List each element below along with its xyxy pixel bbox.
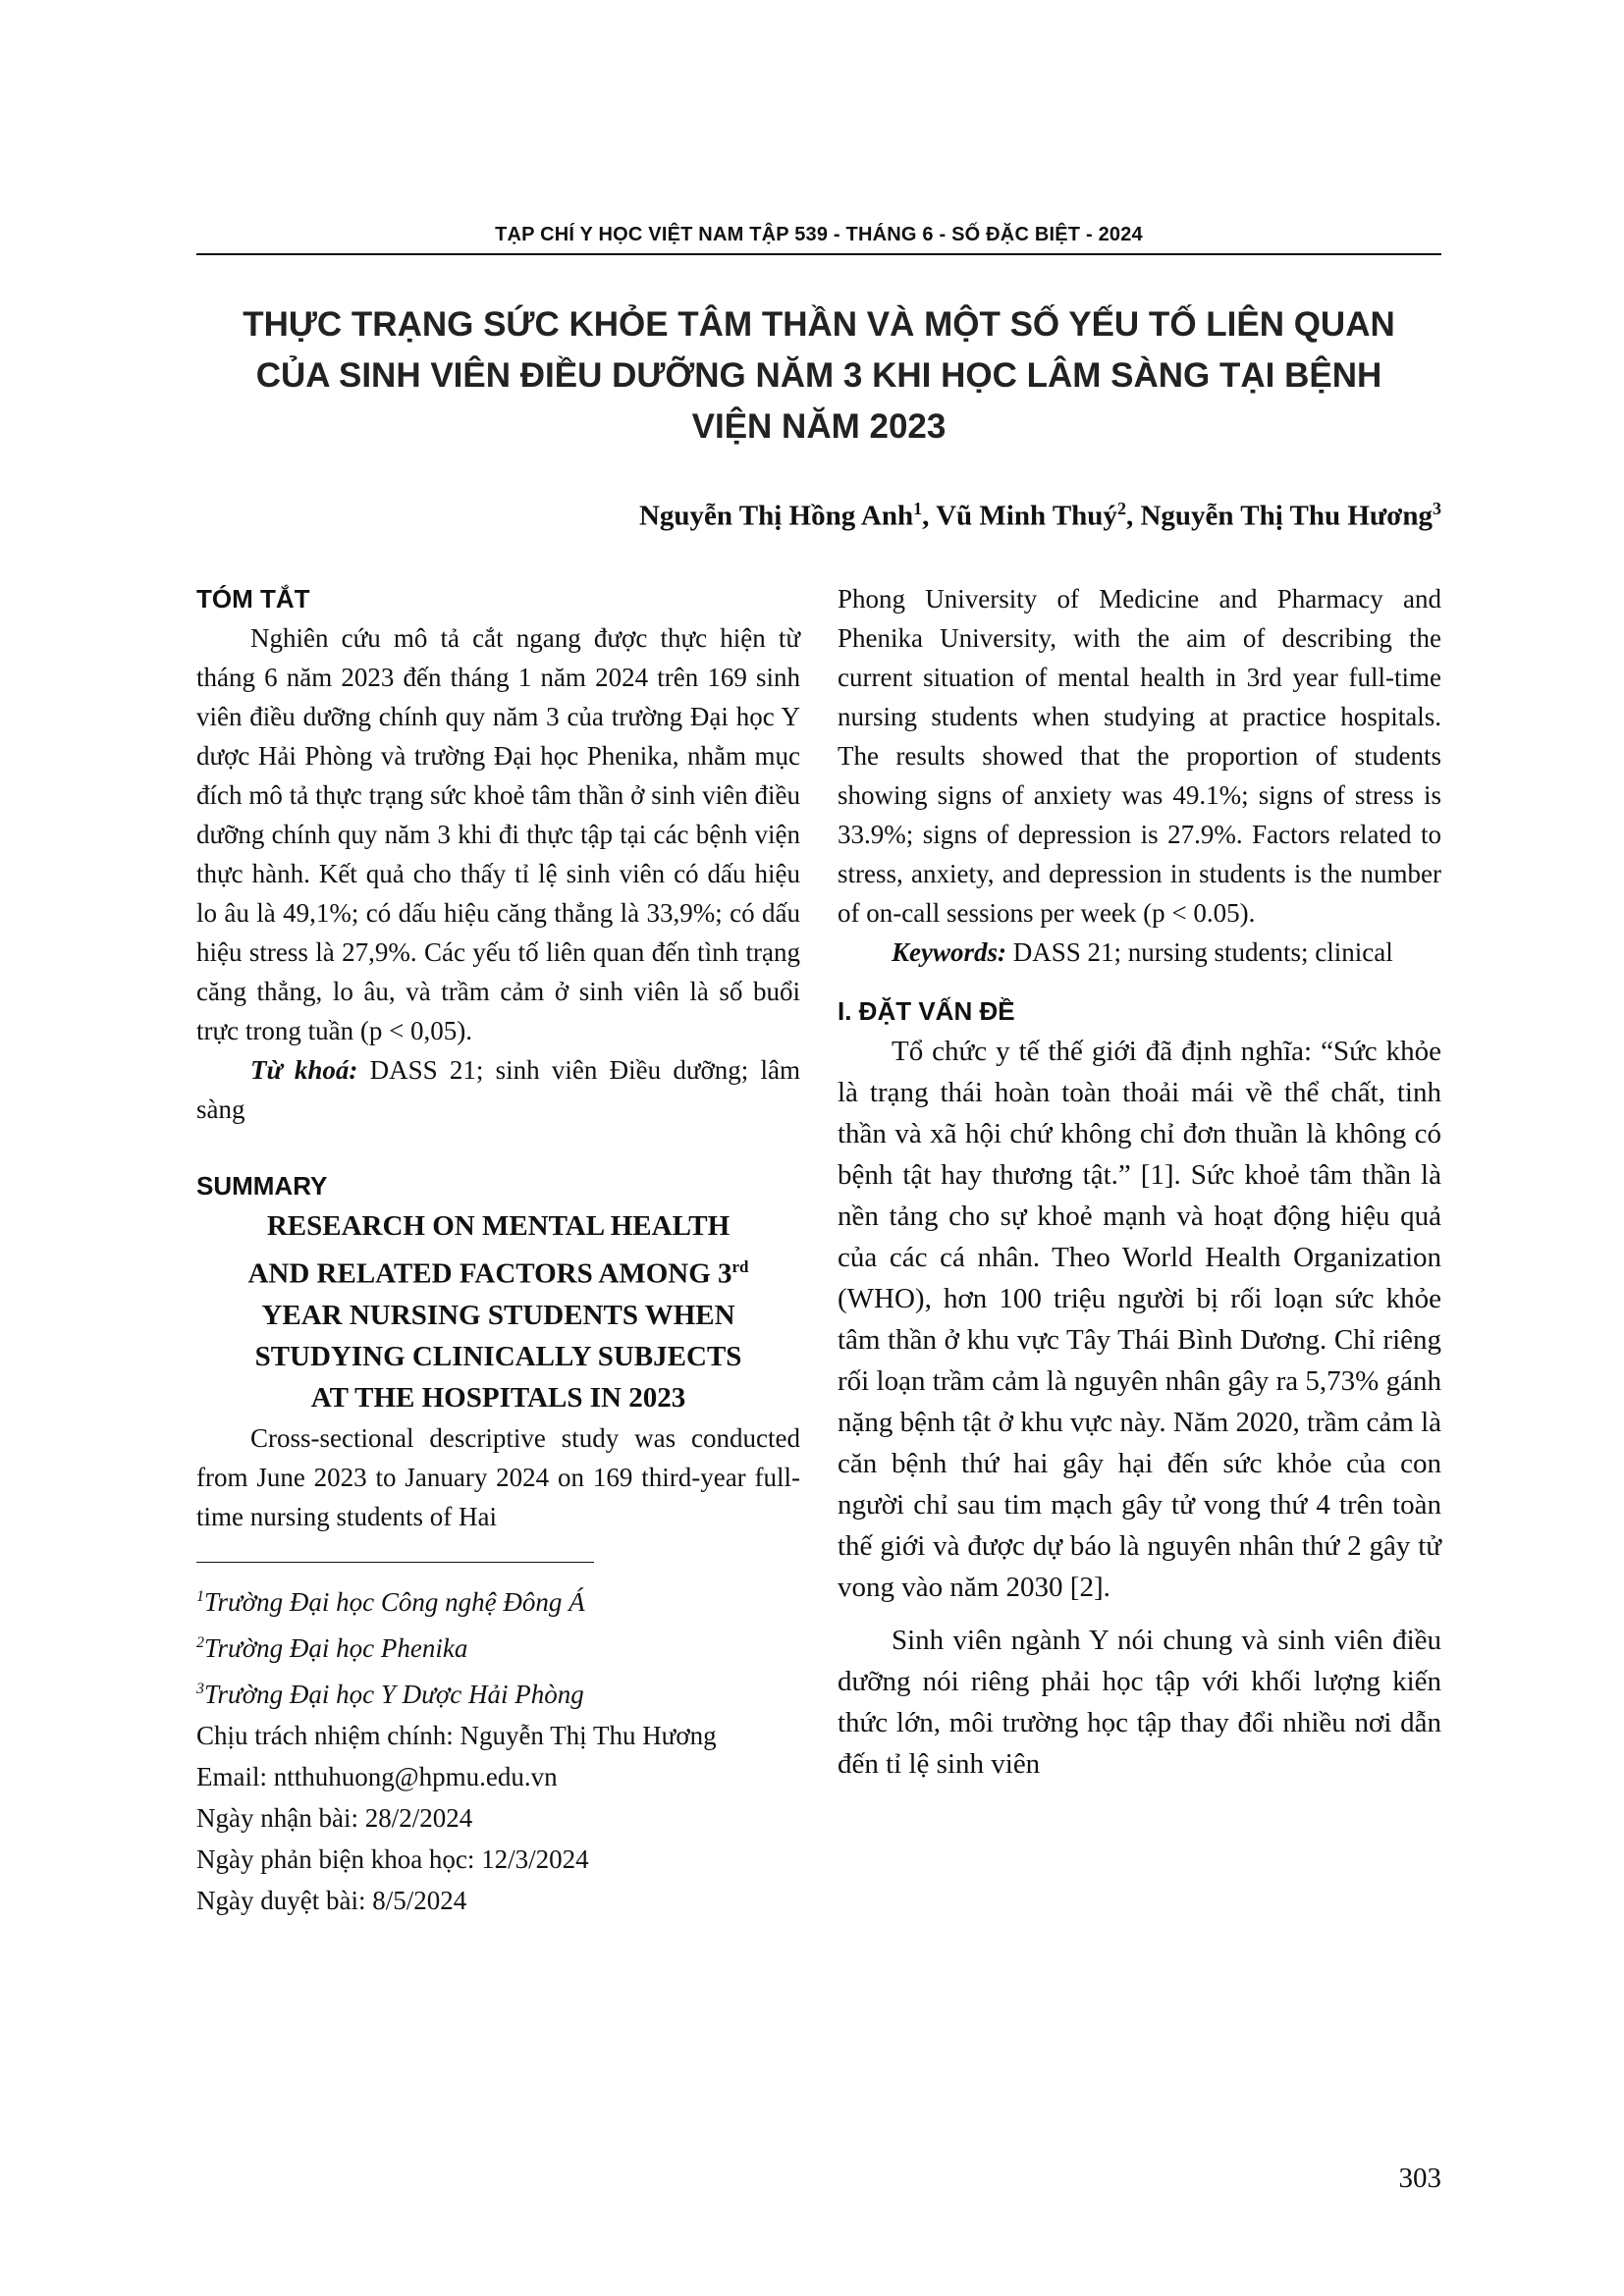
title-line: CỦA SINH VIÊN ĐIỀU DƯỠNG NĂM 3 KHI HỌC LÂM SÀNG TẠI BỆNH (255, 356, 1382, 395)
affiliation-footnote: $^2$Trường Đại học Phenika (196, 1633, 468, 1664)
summary-body-part1: Cross-sectional descriptive study was conducted from June 2023 to January 2024 on 169 third-year full-time nursing students of Hai (196, 1422, 800, 1531)
title-line: THỰC TRẠNG SỨC KHỎE TÂM THẦN VÀ MỘT SỐ YẾU TỐ LIÊN QUAN (243, 305, 1395, 344)
keywords-text: DASS 21; sinh viên Điều dưỡng; lâm sàng (196, 1055, 800, 1124)
page-number: 303 (1398, 2163, 1441, 2194)
abstract-vn-heading: TÓM TẮT (196, 584, 310, 614)
ordinal-suffix: rd (731, 1257, 749, 1276)
date-received: Ngày nhận bài: 28/2/2024 (196, 1803, 473, 1834)
left-column (196, 579, 800, 1921)
footnote-divider (196, 1562, 594, 1564)
author-affiliation-mark: 1 (913, 499, 923, 518)
summary-title-line: AT THE HOSPITALS IN 2023 (310, 1381, 686, 1414)
summary-title (196, 1205, 800, 1418)
keywords-text: DASS 21; nursing students; clinical (1006, 937, 1393, 967)
corresponding-email: Email: ntthuhuong@hpmu.edu.vn (196, 1762, 558, 1792)
section-1-paragraph: Sinh viên ngành Y nói chung và sinh viên điều dưỡng nói riêng phải học tập với khối lượng kiến thức lớn, môi trường học tập thay đổi nhiều nơi dẫn đến tỉ lệ sinh viên (838, 1625, 1441, 1780)
author-affiliation-mark: 3 (1433, 499, 1441, 518)
title-line: VIỆN NĂM 2023 (691, 407, 947, 446)
summary-title-line: AND RELATED FACTORS AMONG 3rd (247, 1257, 749, 1290)
author-affiliation-mark: 2 (1116, 499, 1126, 518)
author-name: Nguyễn Thị Hồng Anh (638, 500, 914, 532)
keywords-label: Từ khoá: (250, 1055, 358, 1085)
abstract-vn-body: Nghiên cứu mô tả cắt ngang được thực hiện từ tháng 6 năm 2023 đến tháng 1 năm 2024 trên 169 sinh viên điều dưỡng chính quy năm 3 của trường Đại học Y dược Hải Phòng và trường Đại học Phenika, nhằm mục đích mô tả thực trạng sức khoẻ tâm thần ở sinh viên điều dưỡng chính quy năm 3 khi đi thực tập tại các bệnh viện thực hành. Kết quả cho thấy tỉ lệ sinh viên có dấu hiệu lo âu là 49,1%; có dấu hiệu căng thẳng là 33,9%; có dấu hiệu stress là 27,9%. Các yếu tố liên quan đến tình trạng căng thẳng, lo âu, và trầm cảm ở sinh viên là số buổi trực trong tuần (p < 0,05). (196, 623, 800, 1045)
author-separator: , (922, 500, 937, 532)
date-reviewed: Ngày phản biện khoa học: 12/3/2024 (196, 1844, 589, 1875)
section-1-heading: I. ĐẶT VẤN ĐỀ (838, 996, 1015, 1026)
section-1-paragraph: Tổ chức y tế thế giới đã định nghĩa: “Sức khỏe là trạng thái hoàn toàn thoải mái về thể chất, tinh thần và xã hội chứ không chỉ đơn thuần là không có bệnh tật hay thương tật.” [1]. Sức khoẻ tâm thần là nền tảng cho sự khoẻ mạnh và hoạt động hiệu quả của các cá nhân. Theo World Health Organization (WHO), hơn 100 triệu người bị rối loạn sức khỏe tâm thần ở khu vực Tây Thái Bình Dương. Chỉ riêng rối loạn trầm cảm là nguyên nhân gây ra 5,73% gánh nặng bệnh tật ở khu vực này. Năm 2020, trầm cảm là căn bệnh thứ hai gây hại đến sức khỏe của con người chỉ sau tim mạch gây tử vong thứ 4 trên toàn thế giới và được dự báo là nguyên nhân thứ 2 gây tử vong vào năm 2030 [2]. (838, 1036, 1441, 1603)
abstract-vn-keywords (196, 1050, 800, 1129)
summary-title-line: YEAR NURSING STUDENTS WHEN (261, 1299, 735, 1331)
author-separator: , (1125, 500, 1141, 532)
summary-body-part2: Phong University of Medicine and Pharmacy and Phenika University, with the aim of describing the current situation of mental health in 3rd year full-time nursing students when studying at practice hospitals. The results showed that the proportion of students showing signs of anxiety was 49.1%; signs of stress is 33.9%; signs of depression is 27.9%. Factors related to stress, anxiety, and depression in students is the number of on-call sessions per week (p < 0.05). (838, 584, 1441, 928)
summary-title-line: RESEARCH ON MENTAL HEALTH (266, 1210, 731, 1242)
journal-header: TẠP CHÍ Y HỌC VIỆT NAM TẬP 539 - THÁNG 6 - SỐ ĐẶC BIỆT - 2024 (495, 224, 1143, 245)
author-name: Nguyễn Thị Thu Hương (1140, 500, 1433, 532)
article-title (157, 299, 1481, 453)
author-name: Vũ Minh Thuý (936, 500, 1117, 532)
summary-title-line: STUDYING CLINICALLY SUBJECTS (254, 1340, 742, 1372)
right-column (838, 579, 1441, 1785)
summary-heading: SUMMARY (196, 1171, 328, 1201)
affiliation-footnote: $^3$Trường Đại học Y Dược Hải Phòng (196, 1680, 584, 1710)
corresponding-author: Chịu trách nhiệm chính: Nguyễn Thị Thu Hương (196, 1721, 717, 1751)
summary-keywords (838, 933, 1441, 972)
affiliation-footnote: $^1$Trường Đại học Công nghệ Đông Á (196, 1587, 585, 1618)
keywords-label: Keywords: (892, 937, 1006, 967)
date-accepted: Ngày duyệt bài: 8/5/2024 (196, 1886, 467, 1916)
author-list (639, 499, 1441, 533)
header-rule (196, 253, 1441, 255)
